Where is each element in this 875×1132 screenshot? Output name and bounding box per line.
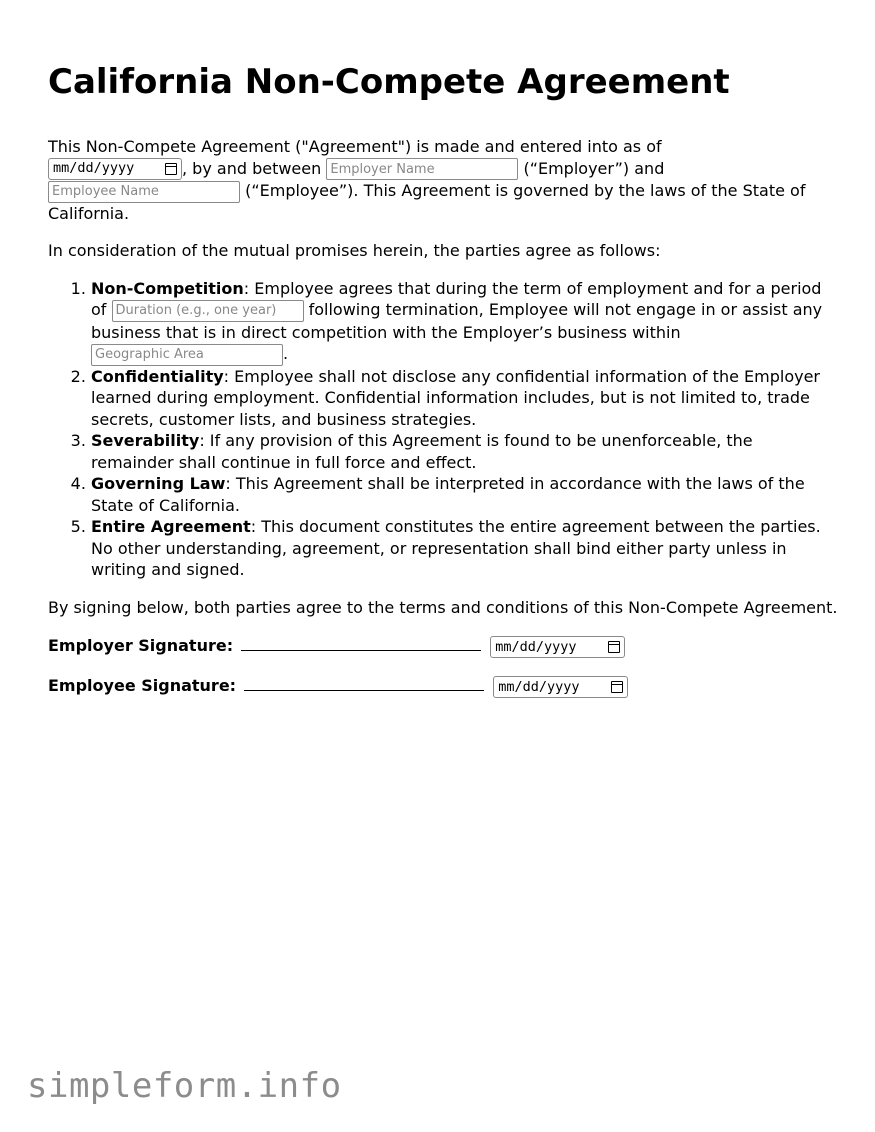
- employer-name-input[interactable]: [326, 158, 518, 180]
- duration-input[interactable]: [112, 300, 304, 322]
- page-title: California Non-Compete Agreement: [48, 62, 730, 102]
- employer-signature-line[interactable]: [241, 635, 481, 651]
- agreement-date-input[interactable]: [48, 158, 182, 180]
- clause-text: : Employee shall not disclose any confidential information of the Employer learned during employment. Confidential information includes, but is not limited to, trade secrets, customer lists, and business strategies.: [91, 366, 820, 429]
- watermark: simpleform.info: [27, 1066, 342, 1106]
- clause-title: Non-Competition: [91, 278, 244, 298]
- employer-signature-label: Employer Signature:: [48, 636, 234, 655]
- clause-severability: [91, 430, 838, 473]
- clause-governing-law: [91, 473, 838, 516]
- clause-text: following termination, Employee will not engage in or assist any business that is in direct competition with the Employer’s business within: [91, 300, 823, 342]
- employee-name-input[interactable]: [48, 181, 240, 203]
- closing-paragraph: By signing below, both parties agree to the terms and conditions of this Non-Compete Agreement.: [48, 597, 838, 617]
- clause-non-competition: [91, 278, 838, 366]
- geographic-area-input[interactable]: [91, 344, 283, 366]
- calendar-icon[interactable]: [165, 163, 177, 175]
- clause-text: : Employee agrees that during the term of employment and for a period of: [91, 278, 822, 319]
- intro-text-4: (“Employee”). This Agreement is governed by the laws of the State of California.: [48, 181, 806, 223]
- clause-text: : This Agreement shall be interpreted in accordance with the laws of the State of California.: [91, 474, 805, 515]
- clause-title: Confidentiality: [91, 366, 224, 386]
- agreement-document: [48, 56, 838, 714]
- employer-date-placeholder: mm/dd/yyyy: [495, 638, 577, 655]
- calendar-icon[interactable]: [608, 641, 620, 653]
- employee-date-placeholder: mm/dd/yyyy: [498, 678, 580, 695]
- clause-text: : This document constitutes the entire agreement between the parties. No other understanding, agreement, or representation shall bind either party unless in writing and signed.: [91, 517, 821, 579]
- employee-signature-row: [48, 674, 838, 698]
- clause-title: Governing Law: [91, 474, 226, 493]
- clause-text: .: [283, 344, 289, 363]
- intro-text-2: , by and between: [182, 158, 322, 178]
- employee-signature-line[interactable]: [244, 675, 484, 691]
- clause-text: : If any provision of this Agreement is found to be unenforceable, the remainder shall continue in full force and effect.: [91, 431, 753, 472]
- consideration-paragraph: In consideration of the mutual promises herein, the parties agree as follows:: [48, 241, 661, 260]
- clause-entire-agreement: [91, 516, 838, 581]
- employee-signature-label: Employee Signature:: [48, 676, 237, 695]
- clause-confidentiality: [91, 366, 838, 431]
- clause-list: [48, 278, 838, 581]
- intro-paragraph: [48, 136, 838, 224]
- employee-date-input[interactable]: [493, 676, 628, 698]
- intro-text-1: This Non-Compete Agreement ("Agreement") is made and entered into as of: [48, 137, 662, 156]
- employer-signature-row: [48, 634, 838, 658]
- intro-text-3: (“Employer”) and: [523, 158, 665, 178]
- clause-title: Severability: [91, 431, 200, 450]
- calendar-icon[interactable]: [611, 681, 623, 693]
- clause-title: Entire Agreement: [91, 517, 251, 536]
- agreement-date-placeholder: mm/dd/yyyy: [53, 160, 135, 177]
- employer-date-input[interactable]: [490, 636, 625, 658]
